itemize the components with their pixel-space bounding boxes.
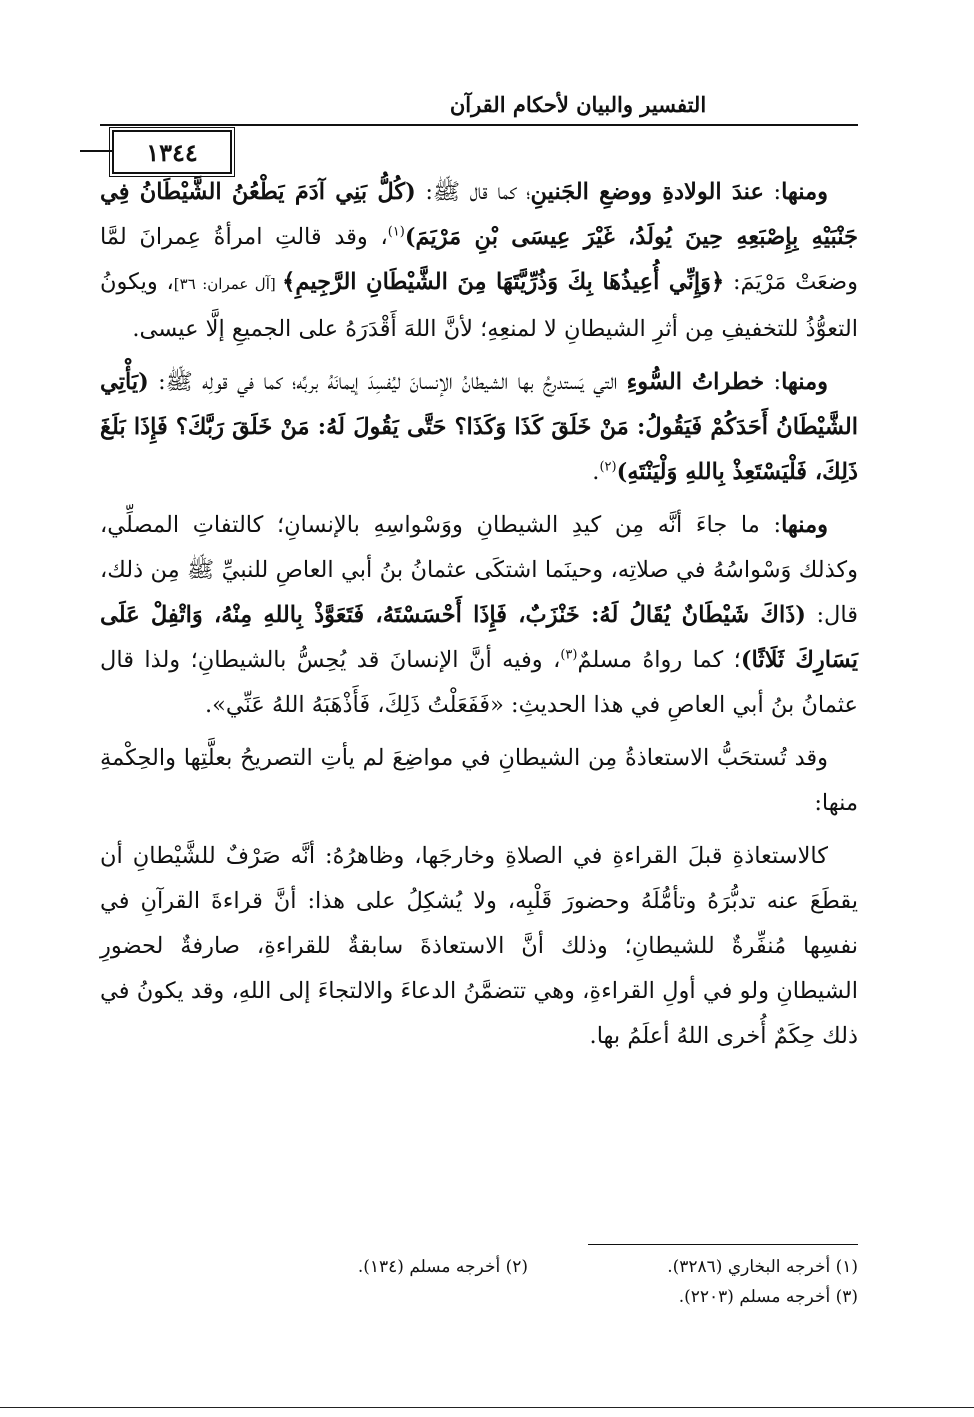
- text-run: ، ويكونُ التعوُّذُ للتخفيفِ مِن أثرِ الشيطانِ لا لمنعِهِ؛ لأنَّ اللهَ أَقْدَرَهُ على الجميعِ إلَّا عيسى.: [100, 269, 858, 342]
- quoted-text: (ذَاكَ شَيْطَانٌ يُقَالُ لَهُ: خَنْزَبٌ، فَإِذَا أَحْسَسْتَهُ، فَتَعَوَّذْ بِاللهِ مِنْهُ، وَاتْفِلْ عَلَى يَسَارِكَ ثَلَاثًا): [100, 602, 858, 673]
- quoted-text: ﴿وَإِنِّي أُعِيذُهَا بِكَ وَذُرِّيَّتَهَا مِنَ الشَّيْطَانِ الرَّجِيمِ﴾: [282, 269, 725, 295]
- paragraph: [100, 170, 858, 352]
- paragraph-lead: ومنها: [781, 369, 829, 395]
- paragraph-lead: ومنها: [781, 179, 829, 205]
- paragraph: [100, 736, 858, 826]
- text-run: .: [592, 459, 600, 485]
- footnote-row: [100, 1282, 858, 1312]
- quoted-text: (يَأْتِي الشَّيْطَانُ أَحَدَكُمْ فَيَقُولُ: مَنْ خَلَقَ كَذَا وَكَذَا؟ حَتَّى يَقُولَ لَهُ: مَنْ خَلَقَ رَبَّكَ؟ فَإِذَا بَلَغَ ذَلِكَ، فَلْيَسْتَعِذْ بِاللهِ وَلْيَنْتَهِ): [100, 369, 858, 485]
- page-number: ١٣٤٤: [146, 137, 198, 167]
- text-run: ، وفيه أنَّ الإنسانَ قد يُحِسُّ بالشيطانِ؛ ولذا قال عثمانُ بنُ أبي العاصِ في هذا الحديثِ: «فَفَعَلْتُ ذَلِكَ، فَأَذْهَبَهُ اللهُ عَنِّي».: [100, 647, 858, 718]
- paragraph: [100, 834, 858, 1059]
- text-run: ، وقد قالتِ امرأةُ عِمرانَ لمَّا وضعَتْ مَرْيَمَ:: [100, 224, 858, 295]
- footnote-separator: [588, 1244, 858, 1245]
- text-run: :: [763, 179, 782, 205]
- text-run: ؛ كما قال ﷺ:: [415, 179, 531, 205]
- paragraph: [100, 360, 858, 495]
- text-run: :: [764, 369, 782, 395]
- footnote-2: (٢) أخرجه مسلم (١٣٤).: [357, 1257, 528, 1277]
- quoted-text: (كُلُّ بَنِي آدَمَ يَطْعُنُ الشَّيْطَانُ فِي جَنْبَيْهِ بِإِصْبَعِهِ حِينَ يُولَدُ، غَيْرَ عِيسَى بْنِ مَرْيَمَ): [100, 179, 858, 250]
- page-header: [100, 92, 858, 167]
- text-run: التي يَستدرِجُ بها الشيطانُ الإنسانَ ليُفسِدَ إيمانَهُ بربِّه؛ كما في قولِه ﷺ:: [148, 369, 627, 395]
- header-rule: [100, 124, 858, 126]
- footnote-3: (٣) أخرجه مسلم (٢٢٠٣).: [678, 1287, 858, 1307]
- quoted-text: خطراتُ السُّوءِ: [626, 369, 765, 395]
- book-title: التفسير والبيان لأحكام القرآن: [449, 92, 707, 117]
- scan-edge-line: [0, 1407, 974, 1408]
- footnotes: [100, 1252, 858, 1312]
- header-rule-tail: [80, 150, 112, 152]
- footnote-row: [100, 1252, 858, 1282]
- text-run: : ما جاءَ أنَّه مِن كيدِ الشيطانِ ووَسْواسِهِ بالإنسانِ؛ كالتفاتِ المصلِّي، وكذلك وَسْواسُهُ في صلاتِه، وحينَما اشتكَى عثمانُ بنُ أبي العاصِ للنبيِّ ﷺ مِن ذلك، قال:: [100, 512, 858, 628]
- footnote-ref: (١): [387, 224, 405, 240]
- text-run: وقد تُستحَبُّ الاستعاذةُ مِن الشيطانِ في مواضِعَ لم يأتِ التصريحُ بعلَّتِها والحِكْمةِ منها:: [100, 745, 858, 816]
- paragraph-lead: ومنها: [781, 512, 828, 538]
- page-number-box: [112, 130, 232, 174]
- main-text: [100, 170, 858, 1067]
- text-run: كالاستعاذةِ قبلَ القراءةِ في الصلاةِ وخارجَها، وظاهرُهُ: أنَّه صَرْفٌ للشَّيْطانِ أن يقطَعَ عنه تدبُّرَهُ وتأمُّلَهُ وحضورَ قَلْبِه، ولا يُشكِلُ على هذا: أنَّ قراءةَ القرآنِ في نفسِها مُنفِّرةٌ للشيطانِ؛ وذلك أنَّ الاستعاذةَ سابقةٌ للقراءةِ، صارفةٌ لحضورِ الشيطانِ ولو في أولِ القراءةِ، وهي تتضمَّنُ الدعاءَ والالتجاءَ إلى اللهِ، وقد يكونُ في ذلك حِكَمٌ أُخرى اللهُ أعلَمُ بها.: [100, 843, 858, 1049]
- text-run: ؛ كما رواهُ مسلمٌ: [577, 647, 741, 673]
- footnote-ref: (٣): [560, 647, 578, 663]
- quoted-text: عندَ الولادةِ ووضعِ الجَنينِ: [530, 179, 764, 205]
- verse-citation: [آل عمران: ٣٦]: [173, 275, 283, 293]
- footnote-ref: (٢): [599, 459, 617, 475]
- footnote-1: (١) أخرجه البخاري (٣٢٨٦).: [667, 1257, 858, 1277]
- paragraph: [100, 503, 858, 728]
